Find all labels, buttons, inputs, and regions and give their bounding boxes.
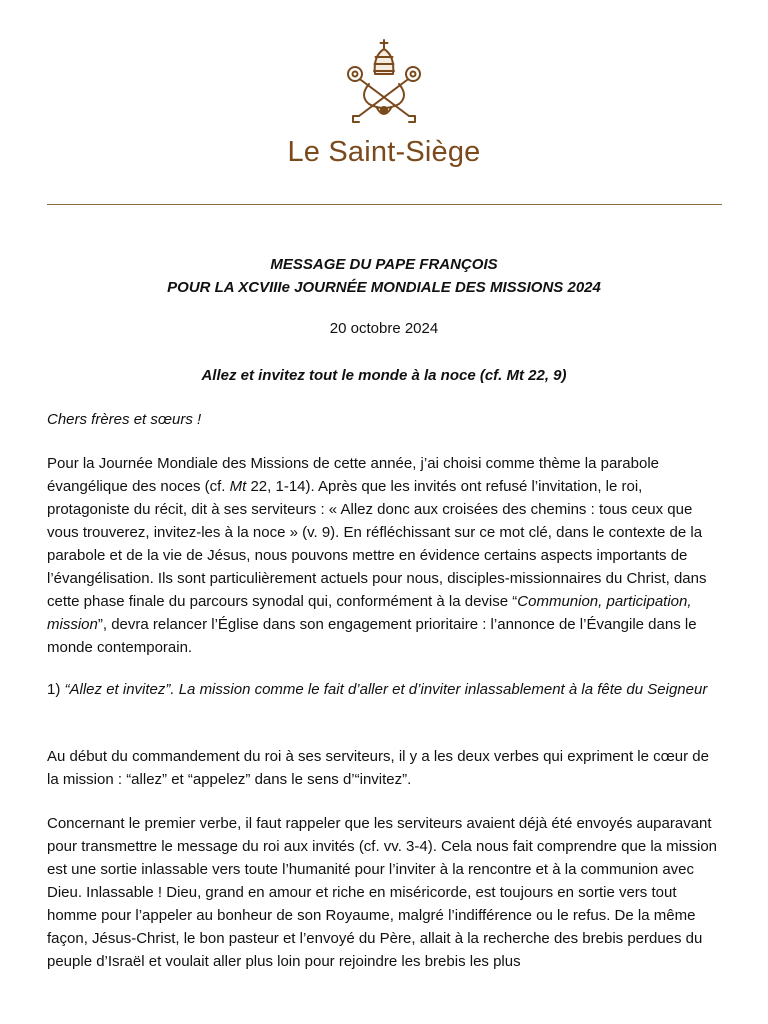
paragraph-3: Concernant le premier verbe, il faut rappeler que les serviteurs avaient déjà été envoyés auparavant pour transmettre le message du roi aux invités (cf. vv. 3-4). Cela nous fait comprendre que la mission est une sortie inlassable vers toute l’humanité pour l’inviter à la rencontre et à la communion avec Dieu. Inlassable ! Dieu, grand en amour et riche en miséricorde, est toujours en sortie vers tout homme pour l’appeler au bonheur de son Royaume, malgré l’indifférence ou le refus. De la même façon, Jésus-Christ, le bon pasteur et l’envoyé du Père, allait à la recherche des brebis perdues du peuple d’Israël et voulait aller plus loin pour rejoindre les brebis les plus xyxy=(47,815,718,970)
document-theme: Allez et invitez tout le monde à la noce (cf. Mt 22, 9) xyxy=(201,367,567,384)
greeting: Chers frères et sœurs ! xyxy=(47,411,202,428)
header-divider xyxy=(47,204,722,205)
section-subheading: 1) “Allez et invitez”. La mission comme le fait d’aller et d’inviter inlassablement à la fête du Seigneur xyxy=(47,681,708,698)
document-date: 20 octobre 2024 xyxy=(329,320,439,337)
paragraph-2: Au début du commandement du roi à ses serviteurs, il y a les deux verbes qui expriment le cœur de la mission : “allez” et “appelez” dans le sens d’“invitez”. xyxy=(47,748,709,788)
document-title-line-1: MESSAGE DU PAPE FRANÇOIS xyxy=(270,256,498,273)
document-title-line-2: POUR LA XCVIIIe JOURNÉE MONDIALE DES MISSIONS 2024 xyxy=(167,279,601,296)
paragraph-1: Pour la Journée Mondiale des Missions de cette année, j’ai choisi comme thème la parabole évangélique des noces (cf. Mt 22, 1-14). Après que les invités ont refusé l’invitation, le roi, protagoniste du récit, dit à ses serviteurs : « Allez donc aux croisées des chemins : tous ceux que vous trouverez, invitez-les à la noce » (v. 9). En réfléchissant sur ce mot clé, dans le contexte de la parabole et de la vie de Jésus, nous pouvons mettre en évidence certains aspects importants de l’évangélisation. Ils sont particulièrement actuels pour nous, disciples-missionnaires du Christ, dans cette phase finale du parcours synodal qui, conformément à la devise “Communion, participation, mission”, devra relancer l’Église dans son engagement prioritaire : l’annonce de l’Évangile dans le monde contemporain. xyxy=(47,455,707,656)
site-title[interactable]: Le Saint-Siège xyxy=(287,136,481,168)
papal-keys-tiara-icon xyxy=(339,38,429,124)
